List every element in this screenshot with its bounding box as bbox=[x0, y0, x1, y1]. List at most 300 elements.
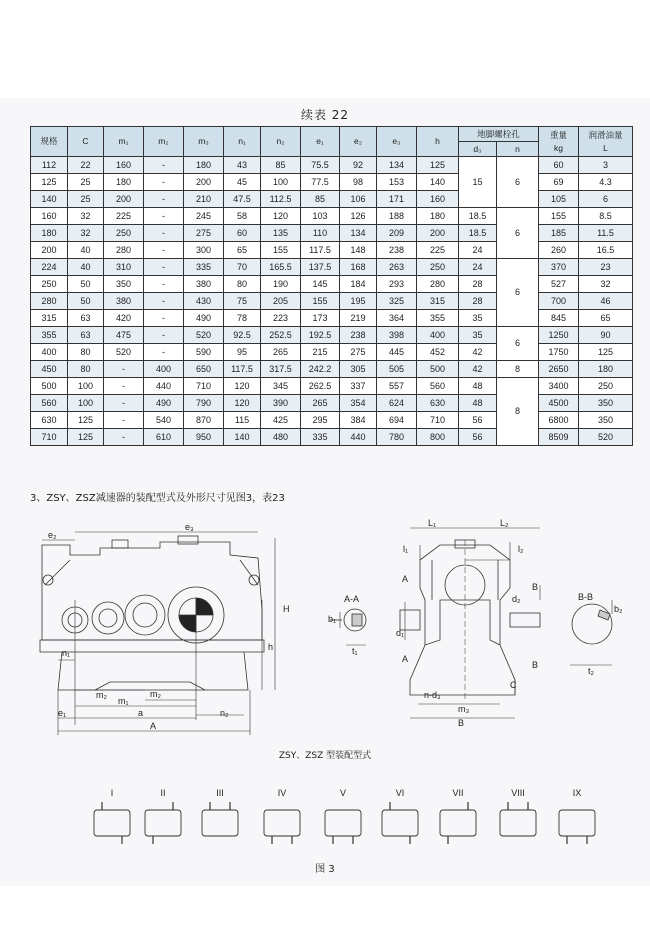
table-cell-weight: 260 bbox=[539, 242, 579, 259]
variant-label: II bbox=[160, 788, 166, 798]
table-cell-oil: 250 bbox=[579, 378, 633, 395]
table-cell: - bbox=[104, 395, 144, 412]
table-cell: 160 bbox=[417, 191, 459, 208]
table-cell: 100 bbox=[68, 395, 104, 412]
table-cell: 262.5 bbox=[301, 378, 340, 395]
variant-box bbox=[440, 810, 476, 836]
table-cell: 92.5 bbox=[224, 327, 261, 344]
table-cell: 135 bbox=[261, 225, 301, 242]
table-cell: 210 bbox=[184, 191, 224, 208]
table-cell: 47.5 bbox=[224, 191, 261, 208]
header-cell: e₃ bbox=[377, 127, 417, 157]
table-cell-d3: 24 bbox=[459, 259, 497, 276]
table-cell: 209 bbox=[377, 225, 417, 242]
table-cell: 345 bbox=[261, 378, 301, 395]
dim-t1: t₁ bbox=[352, 646, 358, 656]
dim-e2: e₂ bbox=[48, 530, 57, 540]
table-cell-oil: 350 bbox=[579, 412, 633, 429]
table-cell-oil: 3 bbox=[579, 157, 633, 174]
header-cell: 规格 bbox=[31, 127, 68, 157]
table-cell: 205 bbox=[261, 293, 301, 310]
variant-label: VI bbox=[395, 788, 405, 798]
table-cell-d3: 48 bbox=[459, 378, 497, 395]
table-cell: 505 bbox=[377, 361, 417, 378]
section-b-b bbox=[570, 600, 612, 665]
table-cell: 125 bbox=[68, 412, 104, 429]
label-a-top: A bbox=[402, 574, 409, 584]
table-cell: 560 bbox=[417, 378, 459, 395]
table-cell: 50 bbox=[68, 276, 104, 293]
table-cell: 400 bbox=[417, 327, 459, 344]
table-cell: - bbox=[104, 429, 144, 446]
variant-label: I bbox=[110, 788, 114, 798]
table-cell: 500 bbox=[31, 378, 68, 395]
table-cell: 125 bbox=[68, 429, 104, 446]
table-cell: 300 bbox=[184, 242, 224, 259]
table-cell: 155 bbox=[261, 242, 301, 259]
variant-box bbox=[264, 810, 300, 836]
table-cell: 60 bbox=[224, 225, 261, 242]
table-cell: 75.5 bbox=[301, 157, 340, 174]
table-cell: 325 bbox=[377, 293, 417, 310]
table-cell: 22 bbox=[68, 157, 104, 174]
label-a-a: A-A bbox=[344, 594, 360, 604]
table-cell-weight: 3400 bbox=[539, 378, 579, 395]
label-a-bottom: A bbox=[402, 654, 409, 664]
table-cell: 560 bbox=[31, 395, 68, 412]
table-cell: 117.5 bbox=[301, 242, 340, 259]
table-cell: 190 bbox=[261, 276, 301, 293]
variant-box bbox=[94, 810, 130, 836]
header-cell: m₃ bbox=[184, 127, 224, 157]
table-row bbox=[31, 259, 633, 276]
table-cell: 265 bbox=[261, 344, 301, 361]
table-cell: 335 bbox=[301, 429, 340, 446]
table-cell-oil: 520 bbox=[579, 429, 633, 446]
table-cell: 165.5 bbox=[261, 259, 301, 276]
table-cell: 70 bbox=[224, 259, 261, 276]
table-cell: 32 bbox=[68, 208, 104, 225]
variant-box bbox=[559, 810, 595, 836]
table-row bbox=[31, 310, 633, 327]
variant-6 bbox=[382, 788, 418, 844]
table-cell: 75 bbox=[224, 293, 261, 310]
table-cell: 223 bbox=[261, 310, 301, 327]
table-cell: 78 bbox=[224, 310, 261, 327]
table-cell: 350 bbox=[104, 276, 144, 293]
table-cell: - bbox=[144, 191, 184, 208]
table-row bbox=[31, 276, 633, 293]
table-cell: 80 bbox=[224, 276, 261, 293]
label-b-bottom: B bbox=[532, 660, 539, 670]
table-cell: 265 bbox=[301, 395, 340, 412]
table-cell: 452 bbox=[417, 344, 459, 361]
table-cell: 145 bbox=[301, 276, 340, 293]
dim-b1: b₁ bbox=[328, 614, 337, 624]
dim-n2: n₂ bbox=[220, 708, 229, 718]
table-cell: 950 bbox=[184, 429, 224, 446]
table-cell-oil: 16.5 bbox=[579, 242, 633, 259]
table-cell: 355 bbox=[417, 310, 459, 327]
table-row bbox=[31, 378, 633, 395]
dim-L2: L₂ bbox=[500, 518, 509, 528]
table-cell: 310 bbox=[104, 259, 144, 276]
table-cell: 280 bbox=[31, 293, 68, 310]
header-cell: e₂ bbox=[340, 127, 377, 157]
table-cell: 195 bbox=[340, 293, 377, 310]
table-cell: 85 bbox=[261, 157, 301, 174]
table-cell: 63 bbox=[68, 310, 104, 327]
spec-table bbox=[30, 126, 633, 446]
table-cell-weight: 700 bbox=[539, 293, 579, 310]
variant-box bbox=[325, 810, 361, 836]
variant-8 bbox=[500, 788, 536, 836]
table-cell-d3: 35 bbox=[459, 310, 497, 327]
table-row bbox=[31, 344, 633, 361]
table-cell: 43 bbox=[224, 157, 261, 174]
table-cell: 520 bbox=[184, 327, 224, 344]
variant-label: VII bbox=[452, 788, 464, 798]
table-cell: 98 bbox=[340, 174, 377, 191]
table-cell: 540 bbox=[144, 412, 184, 429]
table-cell: 63 bbox=[68, 327, 104, 344]
table-cell-oil: 180 bbox=[579, 361, 633, 378]
dim-t2: t₂ bbox=[588, 666, 594, 676]
assembly-figure bbox=[0, 500, 650, 890]
dim-B: B bbox=[458, 718, 465, 728]
table-cell: 50 bbox=[68, 293, 104, 310]
table-cell: 134 bbox=[377, 157, 417, 174]
table-cell: 557 bbox=[377, 378, 417, 395]
table-cell: 263 bbox=[377, 259, 417, 276]
table-cell: 238 bbox=[340, 327, 377, 344]
table-cell-oil: 350 bbox=[579, 395, 633, 412]
dim-C: C bbox=[510, 680, 517, 690]
table-cell: 710 bbox=[184, 378, 224, 395]
header-oil: 润滑油量 L bbox=[579, 127, 633, 157]
table-cell: 335 bbox=[184, 259, 224, 276]
table-cell: 295 bbox=[301, 412, 340, 429]
table-cell: 134 bbox=[340, 225, 377, 242]
table-cell: 445 bbox=[377, 344, 417, 361]
table-cell: 480 bbox=[261, 429, 301, 446]
table-row bbox=[31, 412, 633, 429]
table-cell-oil: 8.5 bbox=[579, 208, 633, 225]
table-cell: 242.2 bbox=[301, 361, 340, 378]
table-cell: 95 bbox=[224, 344, 261, 361]
table-cell-weight: 69 bbox=[539, 174, 579, 191]
table-cell: 160 bbox=[31, 208, 68, 225]
table-cell: 100 bbox=[261, 174, 301, 191]
table-cell: 355 bbox=[31, 327, 68, 344]
table-cell-weight: 1250 bbox=[539, 327, 579, 344]
table-cell: 710 bbox=[31, 429, 68, 446]
table-cell: 224 bbox=[31, 259, 68, 276]
table-cell: 126 bbox=[340, 208, 377, 225]
table-cell: 225 bbox=[417, 242, 459, 259]
table-cell-n: 6 bbox=[497, 208, 539, 259]
table-cell: 80 bbox=[68, 361, 104, 378]
table-cell: - bbox=[144, 259, 184, 276]
table-cell: 58 bbox=[224, 208, 261, 225]
table-cell: 180 bbox=[104, 174, 144, 191]
table-cell: 200 bbox=[104, 191, 144, 208]
table-cell: 120 bbox=[261, 208, 301, 225]
table-cell: 140 bbox=[31, 191, 68, 208]
table-cell: 430 bbox=[184, 293, 224, 310]
table-cell: 32 bbox=[68, 225, 104, 242]
dim-m2b: m₂ bbox=[150, 689, 161, 699]
table-cell: - bbox=[144, 157, 184, 174]
table-row bbox=[31, 242, 633, 259]
table-cell: - bbox=[144, 310, 184, 327]
table-cell-weight: 1750 bbox=[539, 344, 579, 361]
dim-n1: n₁ bbox=[62, 648, 71, 658]
table-cell: 225 bbox=[104, 208, 144, 225]
header-foot-bolt: 地脚螺栓孔 bbox=[459, 127, 539, 142]
table-cell: 45 bbox=[224, 174, 261, 191]
variant-label: V bbox=[339, 788, 347, 798]
table-cell-weight: 370 bbox=[539, 259, 579, 276]
dim-L1: L₁ bbox=[428, 518, 437, 528]
table-cell: 180 bbox=[31, 225, 68, 242]
table-cell-n: 6 bbox=[497, 259, 539, 327]
variant-row bbox=[94, 788, 595, 844]
dim-b2: b₂ bbox=[614, 604, 623, 614]
table-cell: - bbox=[144, 293, 184, 310]
table-cell: 153 bbox=[377, 174, 417, 191]
table-cell: 475 bbox=[104, 327, 144, 344]
table-cell: 173 bbox=[301, 310, 340, 327]
table-cell-weight: 185 bbox=[539, 225, 579, 242]
table-row bbox=[31, 395, 633, 412]
table-cell: 215 bbox=[301, 344, 340, 361]
figure-caption: ZSY、ZSZ 型装配型式 bbox=[278, 751, 372, 761]
table-cell: 490 bbox=[184, 310, 224, 327]
table-cell: 25 bbox=[68, 191, 104, 208]
table-cell-d3: 56 bbox=[459, 412, 497, 429]
table-cell: 125 bbox=[31, 174, 68, 191]
reducer-front-view bbox=[40, 536, 264, 690]
table-cell: 305 bbox=[340, 361, 377, 378]
variant-7 bbox=[440, 788, 476, 844]
table-cell: 780 bbox=[377, 429, 417, 446]
table-cell-weight: 105 bbox=[539, 191, 579, 208]
header-weight: 重量 kg bbox=[539, 127, 579, 157]
table-cell-d3: 15 bbox=[459, 157, 497, 208]
table-cell: 245 bbox=[184, 208, 224, 225]
table-cell: 398 bbox=[377, 327, 417, 344]
table-cell: 117.5 bbox=[224, 361, 261, 378]
table-cell: 630 bbox=[417, 395, 459, 412]
table-cell: 25 bbox=[68, 174, 104, 191]
table-row bbox=[31, 327, 633, 344]
dim-m2a: m₂ bbox=[96, 690, 107, 700]
table-cell: 171 bbox=[377, 191, 417, 208]
table-cell: 490 bbox=[144, 395, 184, 412]
table-cell: 275 bbox=[340, 344, 377, 361]
table-cell-d3: 48 bbox=[459, 395, 497, 412]
table-cell: - bbox=[104, 361, 144, 378]
table-cell-oil: 90 bbox=[579, 327, 633, 344]
table-cell-weight: 845 bbox=[539, 310, 579, 327]
table-cell: 200 bbox=[31, 242, 68, 259]
table-cell: 120 bbox=[224, 378, 261, 395]
table-cell-d3: 28 bbox=[459, 293, 497, 310]
dim-l1: l₁ bbox=[403, 544, 409, 554]
variant-box bbox=[500, 810, 536, 836]
dim-e3: e₃ bbox=[185, 522, 194, 532]
table-cell: 650 bbox=[184, 361, 224, 378]
variant-box bbox=[145, 810, 181, 836]
table-cell-oil: 4.3 bbox=[579, 174, 633, 191]
header-cell: C bbox=[68, 127, 104, 157]
header-cell: m₁ bbox=[104, 127, 144, 157]
table-cell: 610 bbox=[144, 429, 184, 446]
table-cell-n: 8 bbox=[497, 361, 539, 378]
table-row bbox=[31, 191, 633, 208]
table-title: 续表 22 bbox=[300, 108, 350, 122]
table-cell: - bbox=[144, 174, 184, 191]
table-cell: 420 bbox=[104, 310, 144, 327]
table-cell: 120 bbox=[224, 395, 261, 412]
table-cell-weight: 8509 bbox=[539, 429, 579, 446]
table-cell: 380 bbox=[184, 276, 224, 293]
table-cell: 280 bbox=[104, 242, 144, 259]
table-cell: 694 bbox=[377, 412, 417, 429]
table-cell: 630 bbox=[31, 412, 68, 429]
table-cell-weight: 155 bbox=[539, 208, 579, 225]
table-cell: 624 bbox=[377, 395, 417, 412]
table-cell-weight: 60 bbox=[539, 157, 579, 174]
table-cell: 250 bbox=[417, 259, 459, 276]
table-cell: 110 bbox=[301, 225, 340, 242]
dim-m1: m₁ bbox=[118, 696, 129, 706]
label-b-b: B-B bbox=[578, 592, 594, 602]
header-cell: n₁ bbox=[224, 127, 261, 157]
table-cell-oil: 46 bbox=[579, 293, 633, 310]
dim-d2: d₂ bbox=[512, 594, 521, 604]
table-cell: 219 bbox=[340, 310, 377, 327]
variant-4 bbox=[264, 788, 300, 844]
table-row bbox=[31, 208, 633, 225]
table-cell: 384 bbox=[340, 412, 377, 429]
table-cell: 160 bbox=[104, 157, 144, 174]
table-row bbox=[31, 157, 633, 174]
table-cell: - bbox=[104, 378, 144, 395]
variant-box bbox=[202, 810, 238, 836]
table-cell: 85 bbox=[301, 191, 340, 208]
table-cell: 425 bbox=[261, 412, 301, 429]
variant-label: VIII bbox=[511, 788, 525, 798]
figure-label: 图 3 bbox=[315, 864, 335, 875]
variant-5 bbox=[325, 788, 361, 844]
table-cell: - bbox=[144, 276, 184, 293]
table-cell-weight: 2650 bbox=[539, 361, 579, 378]
variant-label: III bbox=[216, 788, 224, 798]
header-cell: e₁ bbox=[301, 127, 340, 157]
table-cell: 180 bbox=[184, 157, 224, 174]
table-row bbox=[31, 429, 633, 446]
dim-a: a bbox=[138, 708, 144, 718]
table-cell-d3: 28 bbox=[459, 276, 497, 293]
table-cell: 80 bbox=[68, 344, 104, 361]
table-cell: 40 bbox=[68, 259, 104, 276]
table-cell: 440 bbox=[340, 429, 377, 446]
table-cell-n: 6 bbox=[497, 157, 539, 208]
table-row bbox=[31, 225, 633, 242]
table-cell: 250 bbox=[104, 225, 144, 242]
table-cell-weight: 4500 bbox=[539, 395, 579, 412]
table-cell-d3: 42 bbox=[459, 361, 497, 378]
table-cell: 275 bbox=[184, 225, 224, 242]
table-cell: 148 bbox=[340, 242, 377, 259]
table-cell: 364 bbox=[377, 310, 417, 327]
table-cell: 200 bbox=[184, 174, 224, 191]
dim-d1: d₁ bbox=[396, 628, 405, 638]
table-cell-d3: 35 bbox=[459, 327, 497, 344]
table-cell: 106 bbox=[340, 191, 377, 208]
variant-9 bbox=[559, 788, 595, 844]
variant-3 bbox=[202, 788, 238, 836]
table-cell-oil: 32 bbox=[579, 276, 633, 293]
table-cell: 315 bbox=[31, 310, 68, 327]
table-cell: 188 bbox=[377, 208, 417, 225]
table-cell: - bbox=[144, 242, 184, 259]
dim-h: h bbox=[268, 642, 274, 652]
table-cell-d3: 18.5 bbox=[459, 225, 497, 242]
table-cell: 500 bbox=[417, 361, 459, 378]
table-cell: 103 bbox=[301, 208, 340, 225]
table-cell: 140 bbox=[417, 174, 459, 191]
table-cell: 280 bbox=[417, 276, 459, 293]
table-cell: 140 bbox=[224, 429, 261, 446]
table-row bbox=[31, 361, 633, 378]
table-cell: 184 bbox=[340, 276, 377, 293]
table-cell: 252.5 bbox=[261, 327, 301, 344]
table-cell: 354 bbox=[340, 395, 377, 412]
table-cell: - bbox=[144, 225, 184, 242]
header-cell: h bbox=[417, 127, 459, 157]
header-cell: n₂ bbox=[261, 127, 301, 157]
table-cell-weight: 527 bbox=[539, 276, 579, 293]
label-b-top: B bbox=[532, 582, 539, 592]
table-cell: 238 bbox=[377, 242, 417, 259]
table-cell: 520 bbox=[104, 344, 144, 361]
reducer-side-view bbox=[400, 540, 540, 700]
table-cell: 40 bbox=[68, 242, 104, 259]
table-cell: 440 bbox=[144, 378, 184, 395]
header-n: n bbox=[497, 142, 539, 157]
table-cell: 112 bbox=[31, 157, 68, 174]
table-cell: 250 bbox=[31, 276, 68, 293]
table-cell: 180 bbox=[417, 208, 459, 225]
table-cell: 450 bbox=[31, 361, 68, 378]
variant-box bbox=[382, 810, 418, 836]
table-cell: 870 bbox=[184, 412, 224, 429]
table-cell-oil: 65 bbox=[579, 310, 633, 327]
table-cell: 155 bbox=[301, 293, 340, 310]
table-cell: 192.5 bbox=[301, 327, 340, 344]
table-cell: - bbox=[104, 412, 144, 429]
variant-2 bbox=[145, 788, 181, 844]
table-cell: 112.5 bbox=[261, 191, 301, 208]
table-cell: 337 bbox=[340, 378, 377, 395]
table-cell: 400 bbox=[31, 344, 68, 361]
table-cell: 317.5 bbox=[261, 361, 301, 378]
table-cell: 100 bbox=[68, 378, 104, 395]
table-cell: 380 bbox=[104, 293, 144, 310]
